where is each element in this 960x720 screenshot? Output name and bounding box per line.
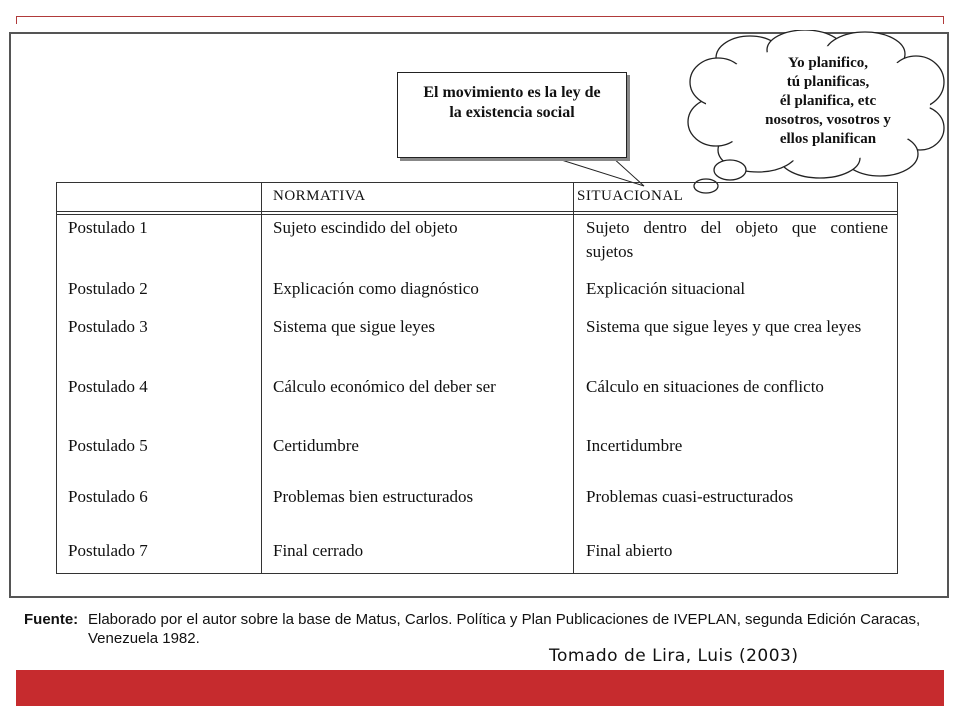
row-5-label: Postulado 5 [68,436,148,455]
source-label: Fuente: [24,611,79,628]
source-text: Elaborado por el autor sobre la base de Matus, Carlos. Política y Plan Publicaciones de IVEPLAN, segunda Edición Caracas, Venezuela 1982. [88,611,921,647]
credit-line: Tomado de Lira, Luis (2003) [549,646,799,666]
row-2-situacional: Explicación situacional [586,279,746,298]
row-3-normativa: Sistema que sigue leyes [273,317,435,336]
thought-text [728,54,928,149]
row-1-normativa: Sujeto escindido del objeto [273,218,458,237]
row-5-situacional: Incertidumbre [586,436,683,455]
header-normativa: NORMATIVA [273,188,366,204]
postulates-table [56,182,898,574]
row-4-normativa: Cálculo económico del deber ser [273,377,496,396]
row-2-normativa: Explicación como diagnóstico [273,279,479,298]
top-rule-left-tick [16,16,17,24]
row-4-situacional: Cálculo en situaciones de conflicto [586,377,824,396]
row-1-label: Postulado 1 [68,218,148,237]
column-divider [261,183,262,573]
header-situacional: SITUACIONAL [577,188,684,204]
row-3-situacional: Sistema que sigue leyes y que crea leyes [586,317,862,336]
row-6-label: Postulado 6 [68,487,148,506]
row-6-normativa: Problemas bien estructurados [273,487,474,506]
thought-line-1: Yo planifico, [787,55,868,71]
thought-line-5: ellos planifican [779,131,877,147]
row-1-situacional: Sujeto dentro del objeto que contiene sujetos [586,218,888,261]
callout-line-1: El movimiento es la ley de [423,84,601,101]
thought-line-2: tú planificas, [786,74,870,90]
row-2-label: Postulado 2 [68,279,148,298]
thought-line-4: nosotros, vosotros y [765,112,891,128]
row-6-situacional: Problemas cuasi-estructurados [586,487,794,506]
row-4-label: Postulado 4 [68,377,148,396]
bottom-accent-band [16,670,944,706]
header-rule [57,211,897,215]
top-rule [16,16,944,17]
row-7-situacional: Final abierto [586,541,673,560]
row-7-normativa: Final cerrado [273,541,364,560]
row-7-label: Postulado 7 [68,541,148,560]
row-5-normativa: Certidumbre [273,436,359,455]
callout-line-2: la existencia social [449,104,575,121]
row-3-label: Postulado 3 [68,317,148,336]
top-rule-right-tick [943,16,944,24]
speech-callout [397,72,627,158]
column-divider [573,183,574,573]
thought-line-3: él planifica, etc [779,93,877,109]
